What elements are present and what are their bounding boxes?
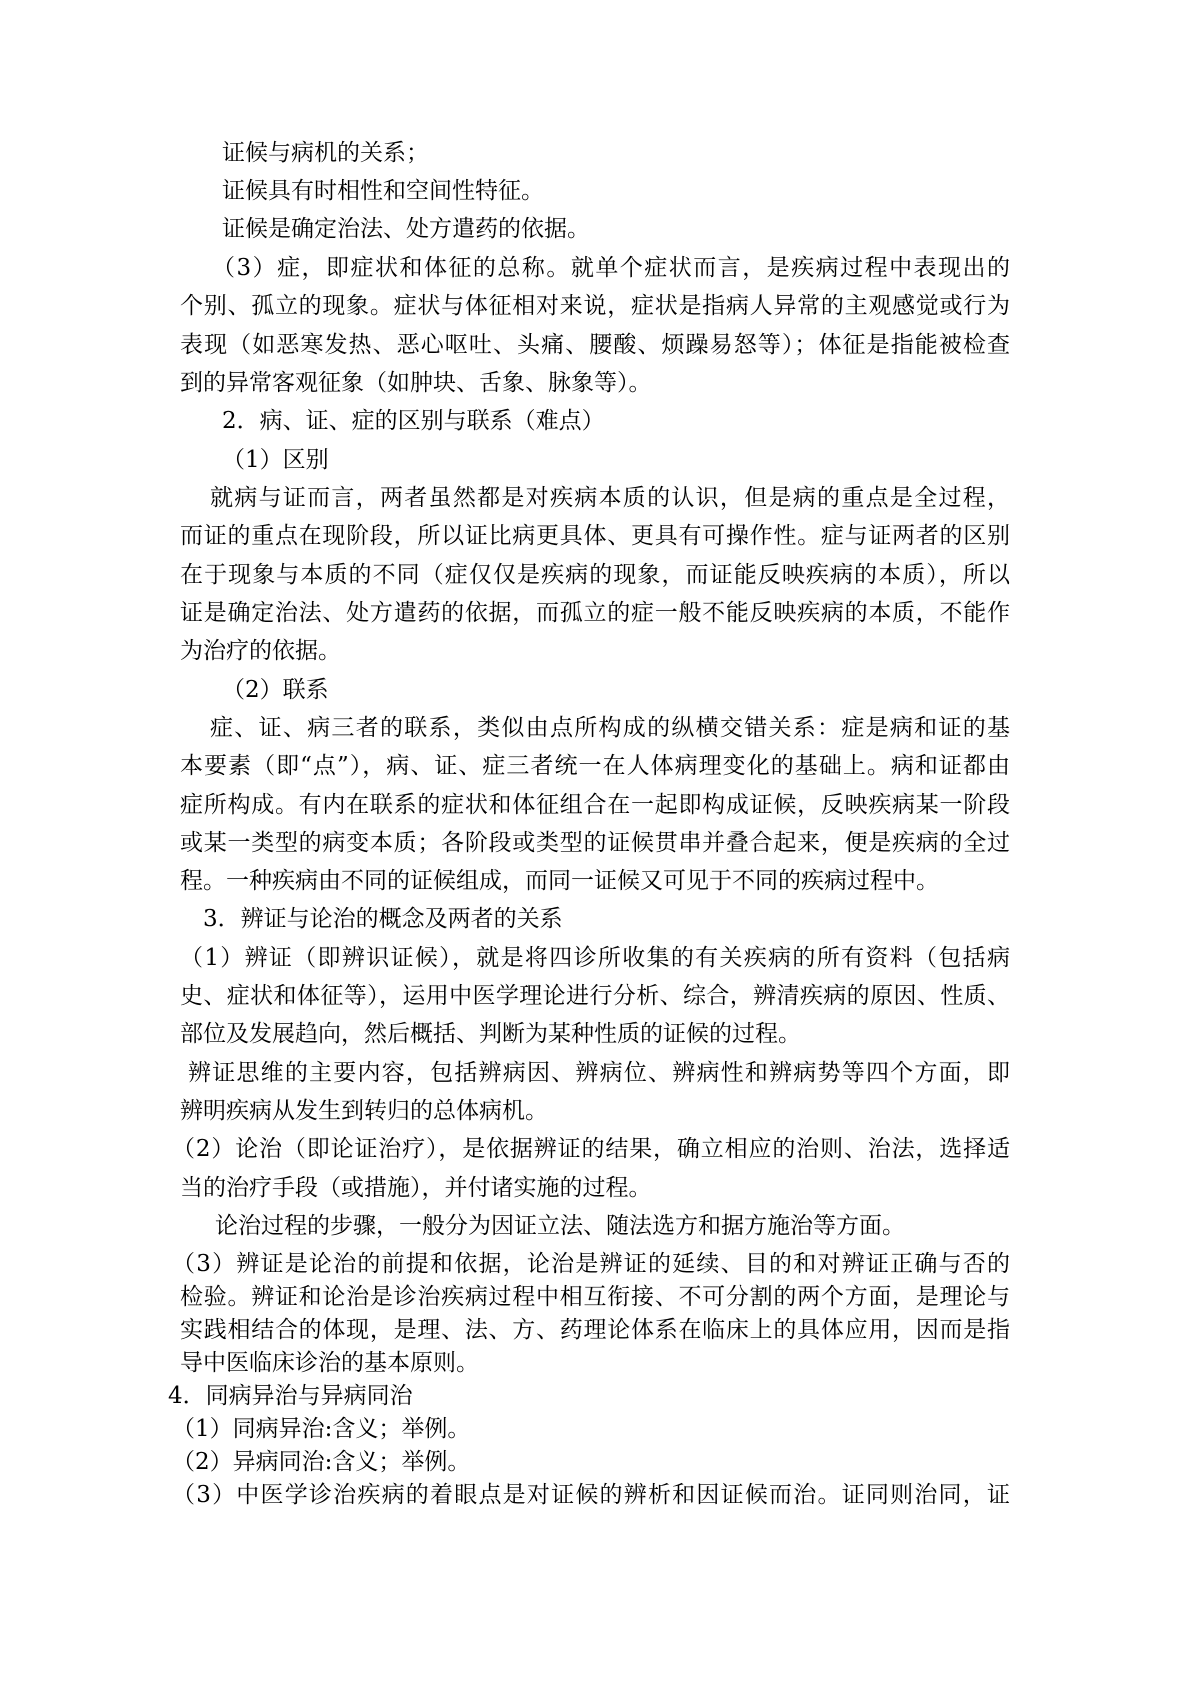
body-text-line: 证候具有时相性和空间性特征。 (222, 178, 544, 204)
body-text-line: （2）论治（即论证治疗），是依据辨证的结果，确立相应的治则、治法，选择适 (172, 1136, 1010, 1162)
section-heading: 3．辨证与论治的概念及两者的关系 (203, 906, 563, 932)
section-heading: 4．同病异治与异病同治 (168, 1383, 413, 1409)
list-item-line: （2）异病同治:含义；举例。 (172, 1449, 471, 1475)
list-item-line: （3）中医学诊治疾病的着眼点是对证候的辨析和因证候而治。证同则治同，证 (172, 1482, 1010, 1508)
list-item-line: （1）同病异治:含义；举例。 (172, 1416, 471, 1442)
body-text-line: （3）辨证是论治的前提和依据，论治是辨证的延续、目的和对辨证正确与否的 (172, 1251, 1010, 1277)
body-text-line: 辨明疾病从发生到转归的总体病机。 (180, 1098, 548, 1124)
body-text-line: 而证的重点在现阶段，所以证比病更具体、更具有可操作性。症与证两者的区别 (180, 523, 1010, 549)
body-text-line: 本要素（即“点”），病、证、症三者统一在人体病理变化的基础上。病和证都由 (180, 753, 1010, 779)
subsection-heading: （2）联系 (222, 677, 329, 703)
body-text-line: 检验。辨证和论治是诊治疾病过程中相互衔接、不可分割的两个方面，是理论与 (180, 1284, 1010, 1310)
body-text-line: （1）辨证（即辨识证候），就是将四诊所收集的有关疾病的所有资料（包括病 (180, 945, 1010, 971)
body-text-line: 个别、孤立的现象。症状与体征相对来说，症状是指病人异常的主观感觉或行为 (180, 293, 1010, 319)
body-text-line: 部位及发展趋向，然后概括、判断为某种性质的证候的过程。 (180, 1021, 801, 1047)
body-text-line: 表现（如恶寒发热、恶心呕吐、头痛、腰酸、烦躁易怒等）；体征是指能被检查 (180, 332, 1010, 358)
body-text-line: 就病与证而言，两者虽然都是对疾病本质的认识，但是病的重点是全过程， (210, 485, 1010, 511)
body-text-line: 程。一种疾病由不同的证候组成，而同一证候又可见于不同的疾病过程中。 (180, 868, 939, 894)
body-text-line: （3）症，即症状和体征的总称。就单个症状而言，是疾病过程中表现出的 (212, 255, 1010, 281)
body-text-line: 辨证思维的主要内容，包括辨病因、辨病位、辨病性和辨病势等四个方面，即 (188, 1060, 1010, 1086)
body-text-line: 在于现象与本质的不同（症仅仅是疾病的现象，而证能反映疾病的本质），所以 (180, 562, 1010, 588)
body-text-line: 实践相结合的体现，是理、法、方、药理论体系在临床上的具体应用，因而是指 (180, 1317, 1010, 1343)
body-text-line: 证是确定治法、处方遣药的依据，而孤立的症一般不能反映疾病的本质，不能作 (180, 600, 1010, 626)
body-text-line: 到的异常客观征象（如肿块、舌象、脉象等）。 (180, 370, 652, 396)
body-text-line: 论治过程的步骤，一般分为因证立法、随法选方和据方施治等方面。 (215, 1213, 905, 1239)
body-text-line: 症、证、病三者的联系，类似由点所构成的纵横交错关系：症是病和证的基 (210, 715, 1010, 741)
body-text-line: 导中医临床诊治的基本原则。 (180, 1350, 479, 1376)
subsection-heading: （1）区别 (222, 447, 329, 473)
body-text-line: 史、症状和体征等），运用中医学理论进行分析、综合，辨清疾病的原因、性质、 (180, 983, 1010, 1009)
body-text-line: 为治疗的依据。 (180, 638, 341, 664)
section-heading: 2．病、证、症的区别与联系（难点） (222, 408, 605, 434)
body-text-line: 或某一类型的病变本质；各阶段或类型的证候贯串并叠合起来，便是疾病的全过 (180, 830, 1010, 856)
body-text-line: 当的治疗手段（或措施），并付诸实施的过程。 (180, 1175, 652, 1201)
body-text-line: 症所构成。有内在联系的症状和体征组合在一起即构成证候，反映疾病某一阶段 (180, 792, 1010, 818)
body-text-line: 证候与病机的关系； (222, 140, 429, 166)
body-text-line: 证候是确定治法、处方遣药的依据。 (222, 216, 590, 242)
